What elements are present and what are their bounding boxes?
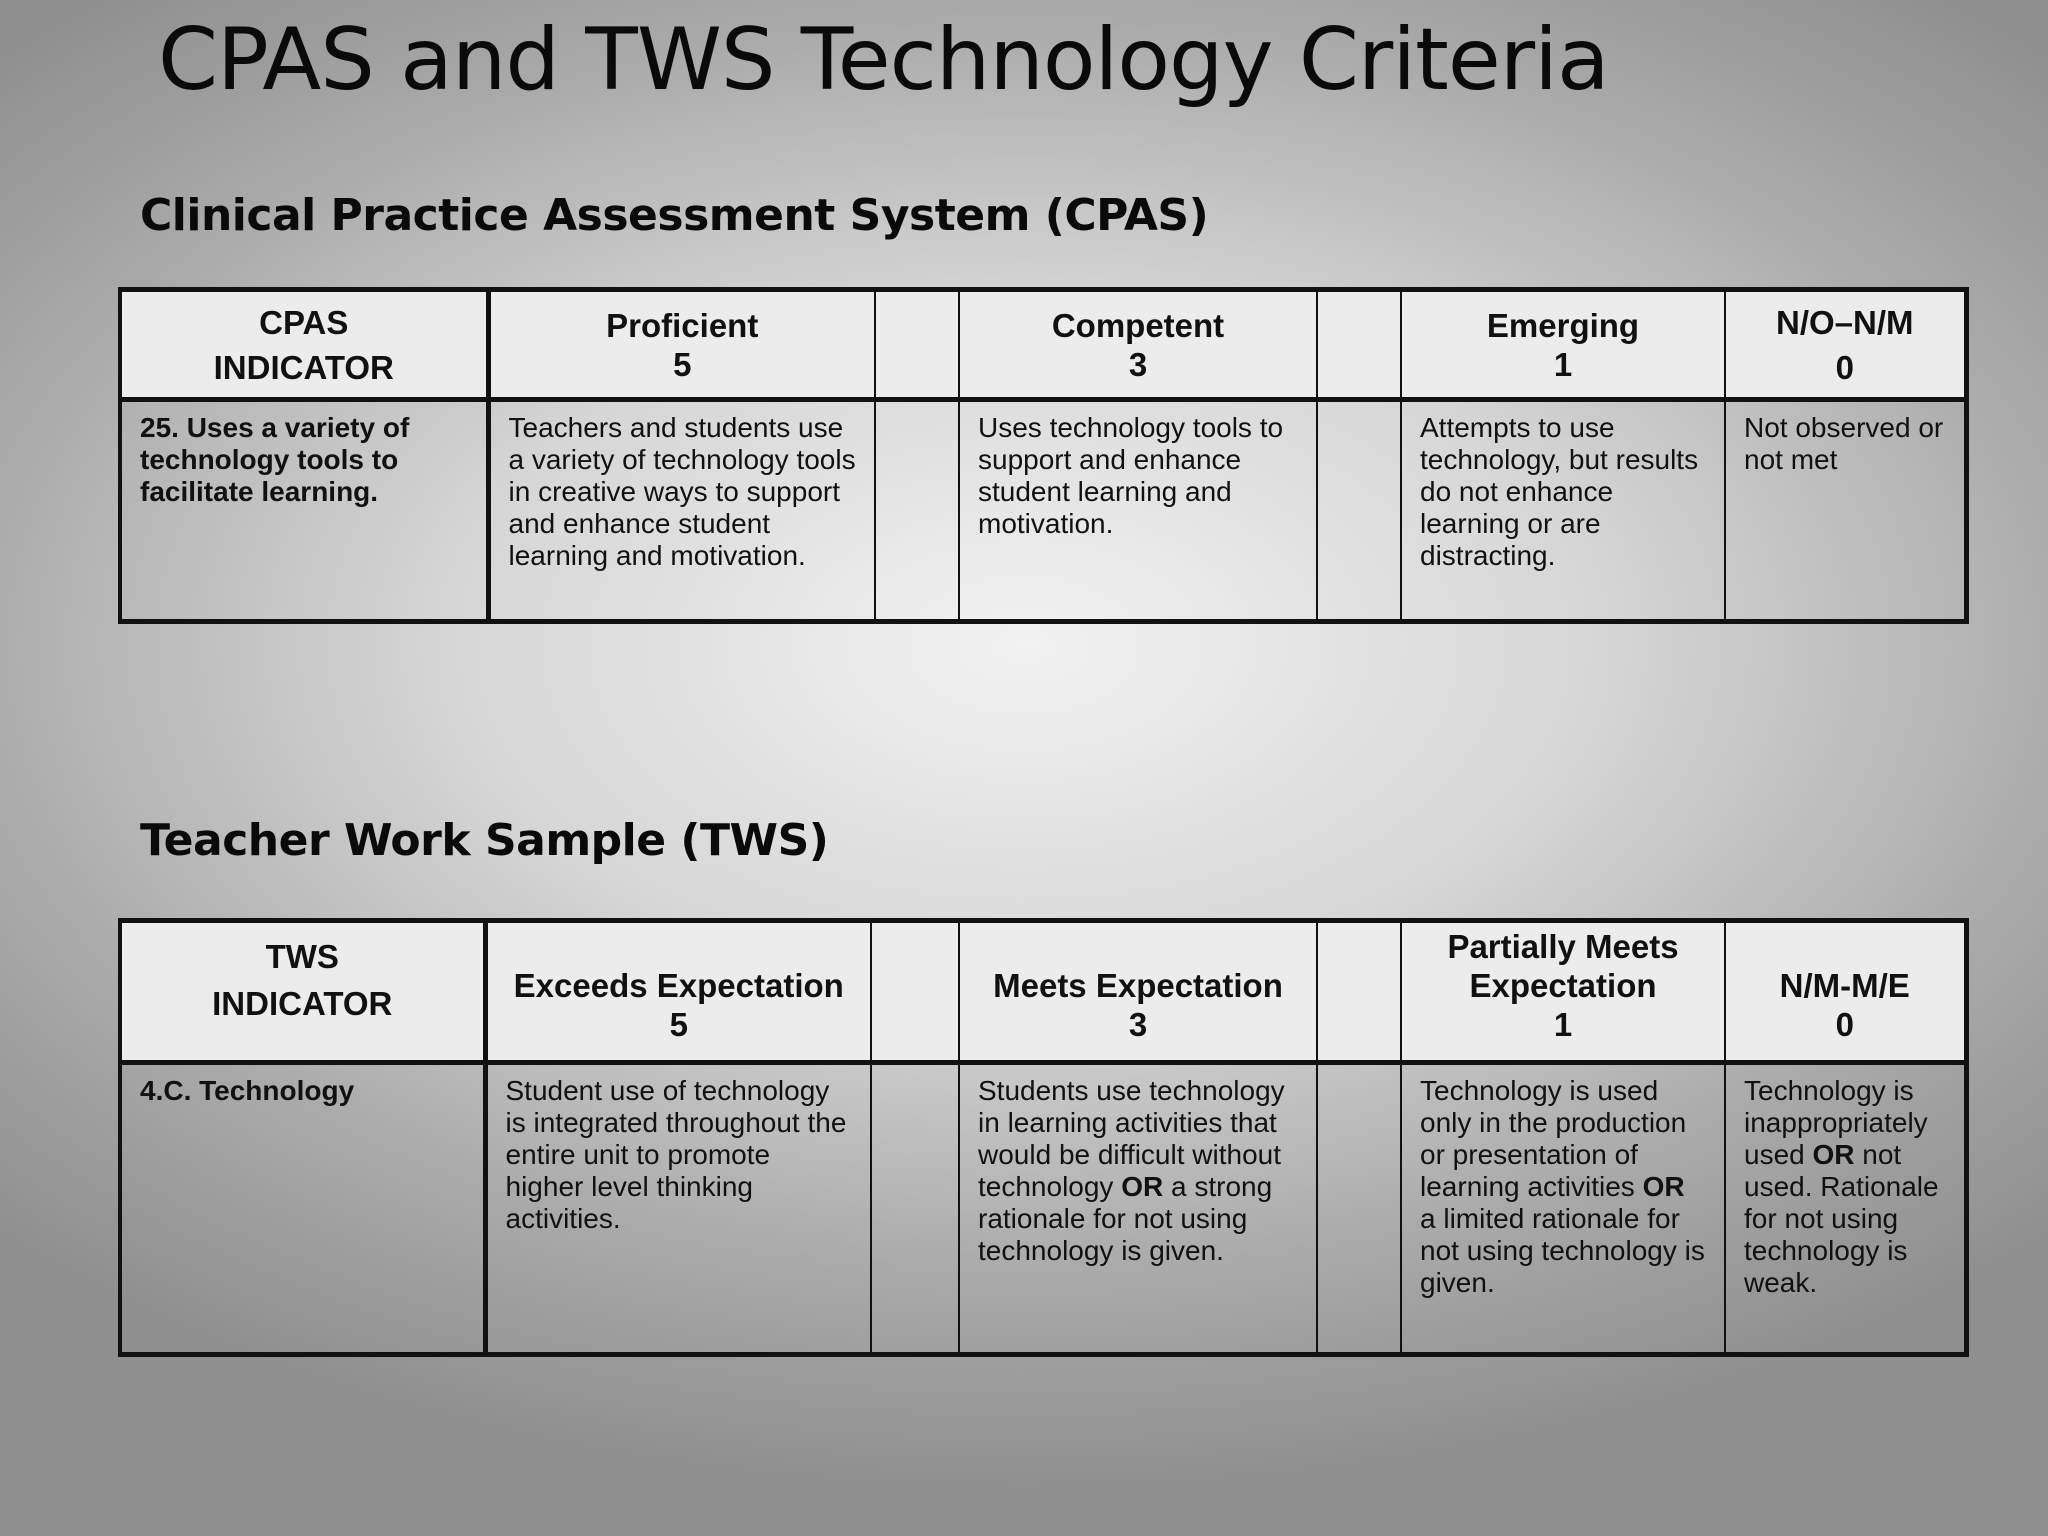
cpas-not-observed-cell: Not observed or not met: [1725, 400, 1966, 622]
cpas-header-row: [120, 290, 1966, 400]
tws-meets-header: [959, 921, 1317, 1063]
tws-not-met-cell: [1725, 1063, 1966, 1355]
cpas-competent-header: [959, 290, 1317, 400]
cpas-competent-score: 3: [1128, 345, 1148, 383]
tws-gap-cell-1: [871, 1063, 959, 1355]
cpas-competent-label: Competent: [1051, 306, 1225, 344]
cpas-gap-header-2: [1317, 290, 1401, 400]
cpas-rubric-table: [118, 287, 1969, 624]
tws-section-title: Teacher Work Sample (TWS): [140, 815, 829, 866]
tws-exceeds-score: 5: [669, 1006, 688, 1043]
tws-meets-label: Meets Expectation: [993, 967, 1283, 1004]
cpas-not-observed-header: [1725, 290, 1966, 400]
tws-gap-cell-2: [1317, 1063, 1401, 1355]
tws-exceeds-label: Exceeds Expectation: [513, 967, 844, 1004]
cpas-emerging-header: [1401, 290, 1725, 400]
tws-partially-meets-text-b: a limited rationale for not using technology is given.: [1420, 1203, 1705, 1298]
cpas-gap-cell-1: [875, 400, 959, 622]
tws-indicator-header: [120, 921, 485, 1063]
tws-exceeds-cell: Student use of technology is integrated throughout the entire unit to promote higher level thinking activities.: [485, 1063, 871, 1355]
tws-meets-score: 3: [1128, 1006, 1148, 1043]
cpas-proficient-score: 5: [673, 345, 692, 383]
tws-not-met-header: [1725, 921, 1966, 1063]
tws-partially-meets-or: OR: [1642, 1171, 1685, 1202]
cpas-not-observed-score: 0: [1835, 348, 1854, 386]
cpas-section-title: Clinical Practice Assessment System (CPAS): [140, 190, 1209, 241]
cpas-competent-cell: Uses technology tools to support and enhance student learning and motivation.: [959, 400, 1317, 622]
tws-partially-meets-text-a: Technology is used only in the production or presentation of learning activities: [1420, 1075, 1687, 1202]
tws-exceeds-header: [485, 921, 871, 1063]
tws-meets-text-b: a strong rationale for not using technology is given.: [978, 1171, 1273, 1266]
tws-meets-or: OR: [1121, 1171, 1164, 1202]
cpas-indicator-cell: 25. Uses a variety of technology tools to facilitate learning.: [120, 400, 488, 622]
cpas-not-observed-label: N/O–N/M: [1775, 303, 1914, 341]
tws-not-met-or: OR: [1812, 1139, 1855, 1170]
tws-partially-meets-label-line1: Partially Meets: [1447, 928, 1679, 965]
tws-partially-meets-label-line2: Expectation: [1469, 967, 1657, 1004]
cpas-emerging-cell: Attempts to use technology, but results do not enhance learning or are distracting.: [1401, 400, 1725, 622]
tws-rubric-table: [118, 918, 1969, 1357]
cpas-emerging-score: 1: [1553, 345, 1573, 383]
tws-partially-meets-score: 1: [1553, 1006, 1573, 1043]
tws-criteria-row: [120, 1063, 1966, 1355]
tws-meets-cell: [959, 1063, 1317, 1355]
cpas-gap-header-1: [875, 290, 959, 400]
cpas-gap-cell-2: [1317, 400, 1401, 622]
tws-indicator-cell: 4.C. Technology: [120, 1063, 485, 1355]
cpas-proficient-header: [488, 290, 875, 400]
cpas-indicator-header: [120, 290, 488, 400]
slide-title: CPAS and TWS Technology Criteria: [158, 10, 1609, 110]
cpas-indicator-header-line2: INDICATOR: [213, 348, 394, 386]
tws-gap-header-1: [871, 921, 959, 1063]
cpas-proficient-label: Proficient: [606, 306, 759, 344]
tws-not-met-label: N/M-M/E: [1779, 967, 1910, 1004]
cpas-emerging-label: Emerging: [1486, 306, 1640, 344]
tws-indicator-header-line2: INDICATOR: [212, 985, 393, 1022]
tws-gap-header-2: [1317, 921, 1401, 1063]
tws-header-row: [120, 921, 1966, 1063]
tws-meets-text-a: Students use technology in learning activities that would be difficult without technology: [978, 1075, 1285, 1202]
cpas-criteria-row: [120, 400, 1966, 622]
cpas-indicator-header-line1: CPAS: [259, 303, 349, 341]
tws-indicator-header-line1: TWS: [265, 938, 339, 975]
tws-not-met-text-b: not used. Rationale for not using technology is weak.: [1744, 1139, 1939, 1298]
cpas-proficient-cell: Teachers and students use a variety of technology tools in creative ways to support and enhance student learning and motivation.: [488, 400, 875, 622]
tws-not-met-text-a: Technology is inappropriately used: [1744, 1075, 1928, 1170]
tws-not-met-score: 0: [1835, 1006, 1854, 1043]
tws-partially-meets-header: [1401, 921, 1725, 1063]
tws-partially-meets-cell: [1401, 1063, 1725, 1355]
